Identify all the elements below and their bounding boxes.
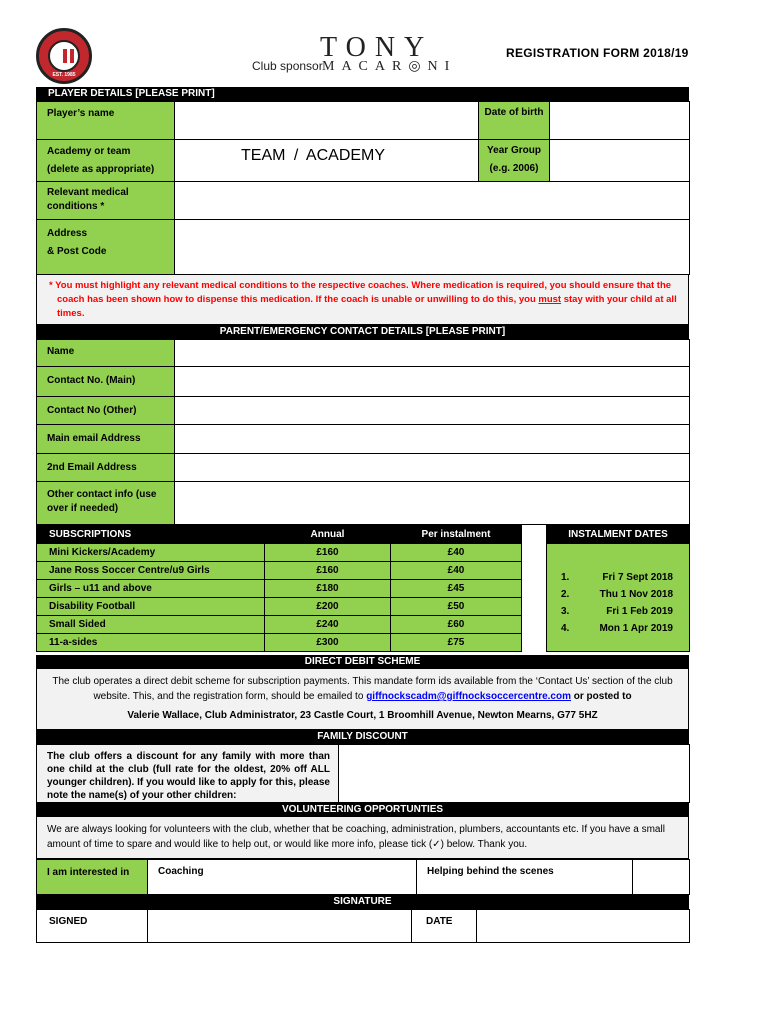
academy-label: Academy or team xyxy=(47,146,131,157)
contact-main-label: Contact No. (Main) xyxy=(37,367,175,397)
annual-header: Annual xyxy=(265,526,391,544)
sub-row-name: Mini Kickers/Academy xyxy=(37,544,265,562)
contact-other-field[interactable] xyxy=(175,397,690,425)
sub-row-instalment: £75 xyxy=(391,634,522,652)
year-group-sub-label: (e.g. 2006) xyxy=(489,163,539,174)
address-field[interactable] xyxy=(175,220,690,275)
date-value: Fri 7 Sept 2018 xyxy=(602,572,673,583)
dob-field[interactable] xyxy=(550,102,690,140)
sub-row-annual: £160 xyxy=(265,544,391,562)
date-num: 1. xyxy=(561,572,570,583)
sponsor-logo-bottom: MACAR◎NI xyxy=(322,59,457,74)
medical-note-text-end: stay with your child at all times. xyxy=(57,294,677,319)
sub-row-annual: £160 xyxy=(265,562,391,580)
behind-scenes-tickbox[interactable] xyxy=(633,860,690,895)
main-email-label: Main email Address xyxy=(37,425,175,454)
crest-est-text: EST. 1985 xyxy=(52,72,76,78)
contact-main-field[interactable] xyxy=(175,367,690,397)
crest-stripe xyxy=(63,49,67,63)
admin-address: Valerie Wallace, Club Administrator, 23 Castle Court, 1 Broomhill Avenue, Newton Mearns, G77 5HZ xyxy=(127,710,598,721)
postcode-label: & Post Code xyxy=(47,246,107,257)
crest-stripe xyxy=(70,49,74,63)
section-signature-title: SIGNATURE xyxy=(36,895,689,909)
subscriptions-table xyxy=(36,525,690,652)
date-label: DATE xyxy=(412,910,477,943)
interested-label: I am interested in xyxy=(37,860,148,895)
volunteer-table xyxy=(36,859,690,895)
sub-row-name: Girls – u11 and above xyxy=(37,580,265,598)
medical-note-must: must xyxy=(538,294,562,305)
admin-email-link[interactable]: giffnockscadm@giffnocksoccercentre.com xyxy=(366,691,571,702)
section-direct-debit-title: DIRECT DEBIT SCHEME xyxy=(36,655,689,669)
subscriptions-gap xyxy=(522,526,547,652)
sub-row-instalment: £40 xyxy=(391,562,522,580)
instalment-date-item xyxy=(561,603,673,620)
sub-row-annual: £200 xyxy=(265,598,391,616)
family-discount-table xyxy=(36,744,690,803)
section-contact-title: PARENT/EMERGENCY CONTACT DETAILS [PLEASE PRINT] xyxy=(36,325,689,339)
contact-details-table xyxy=(36,339,690,525)
second-email-field[interactable] xyxy=(175,454,690,482)
direct-debit-text-1: The club operates a direct debit scheme for subscription payments. This mandate form ids available from the ‘Contact Us’ section of the club website. This, and the registration form, should be emailed to xyxy=(52,676,673,702)
instalment-header: Per instalment xyxy=(391,526,522,544)
date-value: Fri 1 Feb 2019 xyxy=(606,606,673,617)
academy-team-field[interactable] xyxy=(175,140,479,182)
sub-row-name: Small Sided xyxy=(37,616,265,634)
date-value: Mon 1 Apr 2019 xyxy=(599,623,673,634)
player-details-table xyxy=(36,101,690,275)
contact-other-label: Contact No (Other) xyxy=(37,397,175,425)
sub-row-instalment: £60 xyxy=(391,616,522,634)
registration-form xyxy=(36,87,689,943)
date-num: 4. xyxy=(561,623,570,634)
second-email-label: 2nd Email Address xyxy=(37,454,175,482)
player-name-field[interactable] xyxy=(175,102,479,140)
date-num: 2. xyxy=(561,589,570,600)
signature-table xyxy=(36,909,690,943)
sponsor-label: Club sponsor xyxy=(252,59,323,73)
contact-name-field[interactable] xyxy=(175,340,690,367)
club-crest-icon xyxy=(36,28,92,84)
sub-row-instalment: £45 xyxy=(391,580,522,598)
academy-label-cell xyxy=(37,140,175,182)
sub-row-instalment: £40 xyxy=(391,544,522,562)
volunteer-text: We are always looking for volunteers with the club, whether that be coaching, administration, plumbers, accountants etc. If you have a small amount of time to spare and would like to help out, or would like more info, please tick (✓) below. Thank you. xyxy=(36,817,689,859)
medical-note-text: * You must highlight any relevant medical conditions to the respective coaches. Where medication is required, you should ensure that the coach has been shown how to dispense this medication. If the coach is unable or unwilling to do this, you xyxy=(49,280,672,305)
instalment-date-item xyxy=(561,569,673,586)
other-children-field[interactable] xyxy=(339,745,690,803)
page-header xyxy=(0,0,770,87)
sub-row-annual: £180 xyxy=(265,580,391,598)
section-volunteer-title: VOLUNTEERING OPPORTUNTIES xyxy=(36,803,689,817)
date-num: 3. xyxy=(561,606,570,617)
academy-option[interactable]: ACADEMY xyxy=(305,147,386,164)
sub-row-name: Disability Football xyxy=(37,598,265,616)
medical-note xyxy=(36,275,689,325)
date-value: Thu 1 Nov 2018 xyxy=(599,589,673,600)
dob-label: Date of birth xyxy=(479,102,550,140)
sub-row-instalment: £50 xyxy=(391,598,522,616)
instalment-date-item xyxy=(561,586,673,603)
sub-row-annual: £240 xyxy=(265,616,391,634)
signed-label: SIGNED xyxy=(37,910,148,943)
medical-field[interactable] xyxy=(175,182,690,220)
coaching-option[interactable]: Coaching xyxy=(148,860,417,895)
other-info-field[interactable] xyxy=(175,482,690,525)
direct-debit-text-2: or posted to xyxy=(571,691,632,702)
instalment-dates-header: INSTALMENT DATES xyxy=(547,526,690,544)
form-title: REGISTRATION FORM 2018/19 xyxy=(506,46,689,60)
section-family-title: FAMILY DISCOUNT xyxy=(36,730,689,744)
direct-debit-text xyxy=(36,669,689,730)
year-group-label: Year Group xyxy=(487,145,541,156)
signature-field[interactable] xyxy=(148,910,412,943)
subscriptions-title: SUBSCRIPTIONS xyxy=(37,526,265,544)
instalment-dates-list xyxy=(547,544,690,652)
section-player-title: PLAYER DETAILS [PLEASE PRINT] xyxy=(36,87,689,101)
crest-shield xyxy=(48,40,80,72)
team-academy-separator: / xyxy=(293,147,299,164)
team-option[interactable]: TEAM xyxy=(241,147,286,164)
sub-row-name: 11-a-sides xyxy=(37,634,265,652)
signature-date-field[interactable] xyxy=(477,910,690,943)
family-discount-text: The club offers a discount for any family with more than one child at the club (full rate for the oldest, 20% off ALL younger children). If you would like to apply for this, please note the name(s) of your other children: xyxy=(37,745,339,803)
other-info-label: Other contact info (use over if needed) xyxy=(37,482,175,525)
year-group-field[interactable] xyxy=(550,140,690,182)
contact-name-label: Name xyxy=(37,340,175,367)
address-label: Address xyxy=(47,228,88,239)
main-email-field[interactable] xyxy=(175,425,690,454)
year-group-label-cell xyxy=(479,140,550,182)
instalment-date-item xyxy=(561,620,673,637)
sponsor-logo-top: TONY xyxy=(320,32,434,63)
medical-label: Relevant medical conditions * xyxy=(37,182,175,220)
academy-sub-label: (delete as appropriate) xyxy=(47,164,155,175)
behind-scenes-option[interactable]: Helping behind the scenes xyxy=(417,860,633,895)
sub-row-name: Jane Ross Soccer Centre/u9 Girls xyxy=(37,562,265,580)
player-name-label: Player’s name xyxy=(37,102,175,140)
address-label-cell xyxy=(37,220,175,275)
sub-row-annual: £300 xyxy=(265,634,391,652)
